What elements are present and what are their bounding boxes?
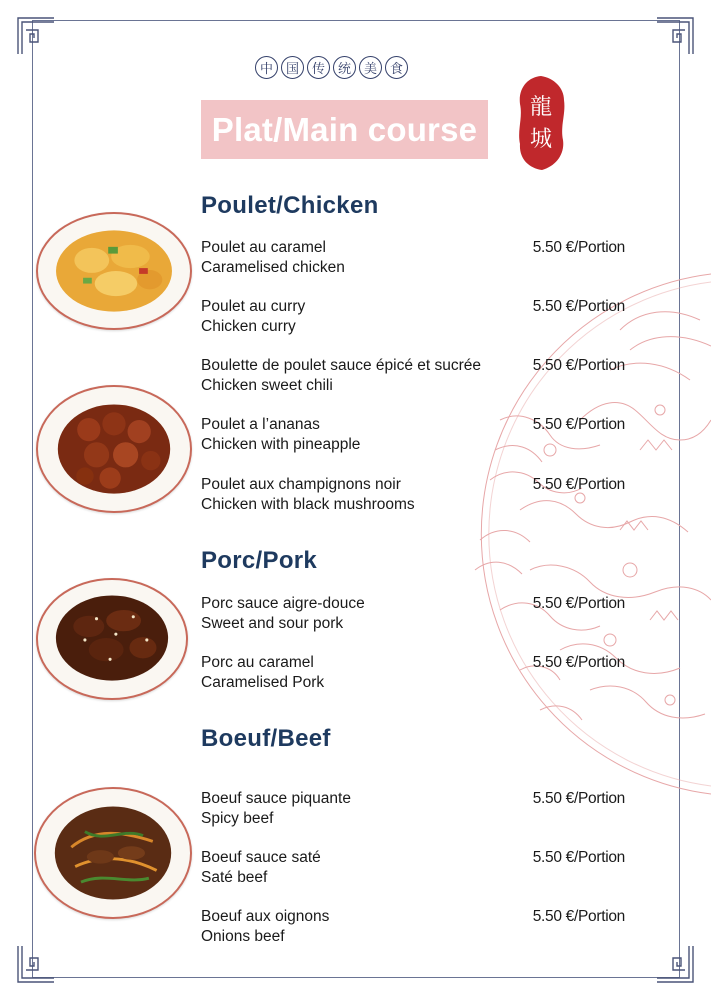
dish-price: 5.50 €/Portion [532,357,625,374]
menu-item [201,653,631,693]
menu-item [201,297,631,337]
dish-price: 5.50 €/Portion [532,790,625,807]
section-title-chicken: Poulet/Chicken [201,192,379,219]
dish-name-en: Chicken curry [201,318,296,335]
page-title: Plat/Main course [211,110,478,148]
dish-name-fr: Porc sauce aigre-douce [201,595,365,612]
seal-char: 龍 [529,95,552,120]
dish-name-fr: Boeuf sauce piquante [201,790,351,807]
dish-name-en: Chicken with pineapple [201,436,361,453]
dish-price: 5.50 €/Portion [532,416,625,433]
corner-ornament-bottom-right [655,944,695,984]
corner-ornament-top-left [16,16,56,56]
dragon-decoration [460,270,711,800]
menu-item [201,594,631,634]
dish-price: 5.50 €/Portion [532,849,625,866]
section-title-pork: Porc/Pork [201,547,318,574]
dish-price: 5.50 €/Portion [532,298,625,315]
dish-photo-chicken-meatballs [36,385,192,513]
dish-name-en: Saté beef [201,869,268,886]
menu-item [201,789,631,829]
dish-price: 5.50 €/Portion [532,595,625,612]
dish-name-fr: Poulet a l’ananas [201,416,320,433]
dish-name-fr: Boeuf aux oignons [201,908,330,925]
chinese-characters-header [255,56,408,79]
section-title-beef: Boeuf/Beef [201,725,331,752]
dish-name-fr: Poulet aux champignons noir [201,476,401,493]
header-char: 食 [385,56,408,79]
dish-name-en: Spicy beef [201,810,274,827]
page-title-banner [201,100,488,159]
dish-name-fr: Boulette de poulet sauce épicé et sucrée [201,357,482,374]
dish-name-en: Chicken sweet chili [201,377,333,394]
dish-name-en: Caramelised chicken [201,259,345,276]
seal-logo [514,74,568,172]
dish-price: 5.50 €/Portion [532,654,625,671]
dish-price: 5.50 €/Portion [532,239,625,256]
corner-ornament-top-right [655,16,695,56]
dish-name-fr: Boeuf sauce saté [201,849,321,866]
menu-item [201,415,631,455]
menu-item [201,848,631,888]
dish-photo-sweet-sour-pork [36,578,188,700]
menu-item [201,238,631,278]
header-char: 中 [255,56,278,79]
seal-char: 城 [529,127,552,152]
dish-price: 5.50 €/Portion [532,908,625,925]
header-char: 国 [281,56,304,79]
menu-item [201,907,631,947]
dish-name-en: Chicken with black mushrooms [201,496,415,513]
dish-name-fr: Poulet au curry [201,298,306,315]
dish-name-fr: Poulet au caramel [201,239,326,256]
header-char: 传 [307,56,330,79]
corner-ornament-bottom-left [16,944,56,984]
dish-name-en: Onions beef [201,928,285,945]
dish-name-en: Caramelised Pork [201,674,325,691]
header-char: 统 [333,56,356,79]
menu-item [201,475,631,515]
dish-photo-spicy-beef [34,787,192,919]
dish-price: 5.50 €/Portion [532,476,625,493]
dish-name-en: Sweet and sour pork [201,615,344,632]
dish-photo-caramel-chicken [36,212,192,330]
menu-item [201,356,631,396]
dish-name-fr: Porc au caramel [201,654,314,671]
header-char: 美 [359,56,382,79]
